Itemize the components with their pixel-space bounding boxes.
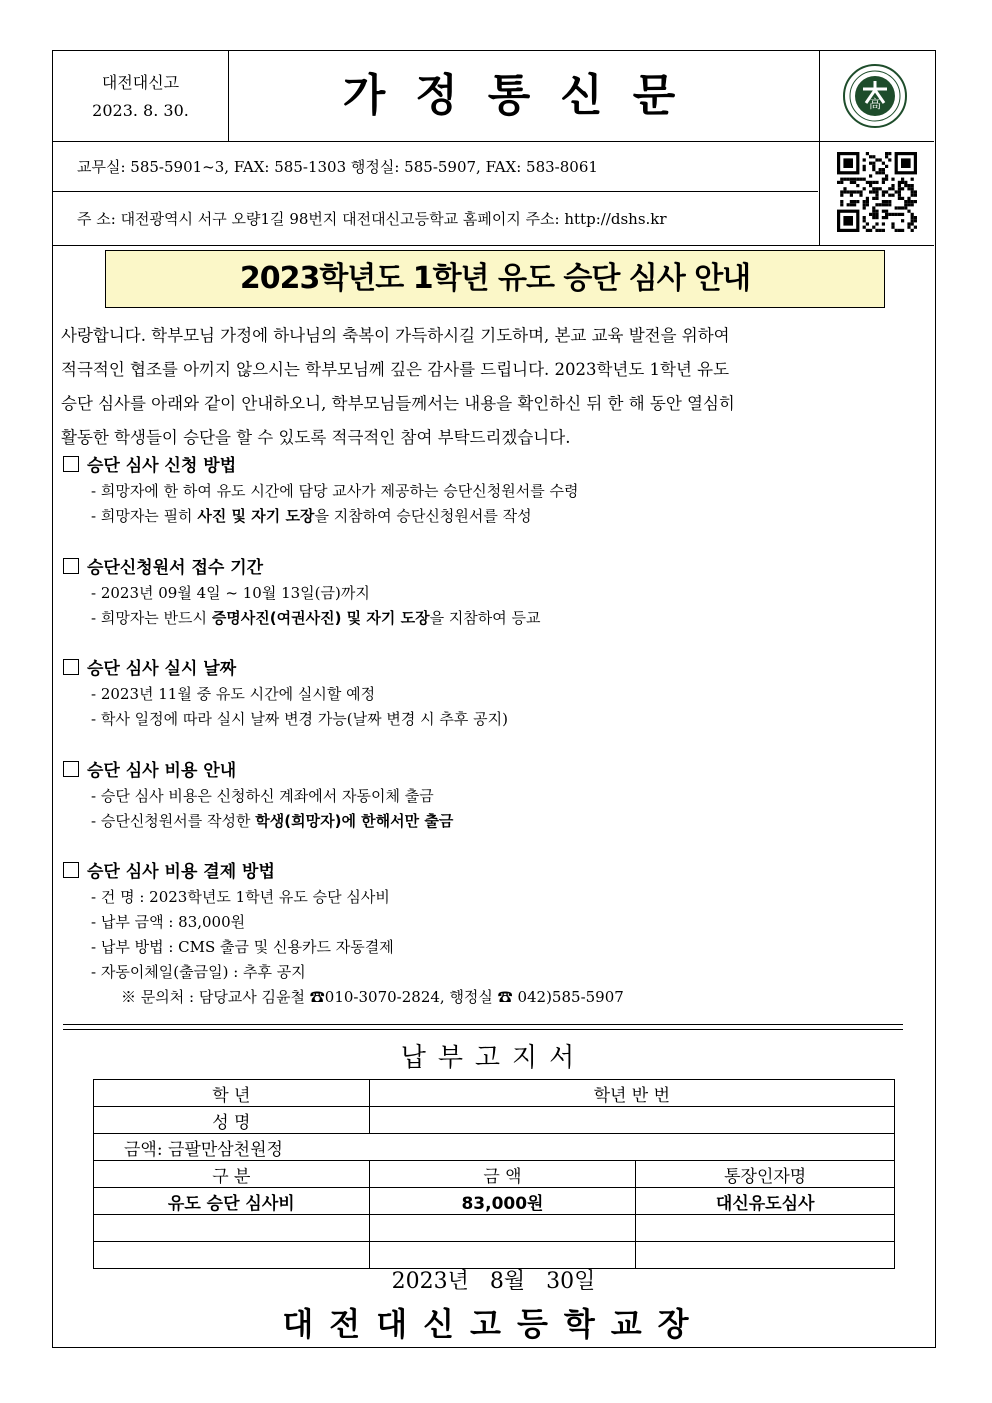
list-item: [63, 707, 923, 732]
name-label: 성 명: [94, 1107, 370, 1134]
section-title-text: 승단 심사 실시 날짜: [87, 659, 237, 679]
list-item: [63, 606, 923, 631]
section-title-text: 승단 심사 비용 결제 방법: [87, 862, 275, 882]
col-header-amount: 금 액: [369, 1161, 636, 1188]
table-row: [94, 1215, 895, 1242]
empty-cell: [94, 1242, 370, 1269]
checkbox-square-icon: [63, 659, 79, 675]
section: [63, 656, 923, 732]
list-item: [63, 682, 923, 707]
item-emphasis: 증명사진(여권사진) 및 자기 도장: [211, 609, 430, 627]
principal-signature: 대전대신고등학교장: [282, 1305, 705, 1343]
amount-text: 금액: 금팔만삼천원정: [94, 1134, 895, 1161]
checkbox-square-icon: [63, 761, 79, 777]
list-item: [63, 784, 923, 809]
item-text: - 학사 일정에 따라 실시 날짜 변경 가능(날짜 변경 시 추후 공지): [91, 710, 508, 728]
item-text: - 자동이체일(출금일) : 추후 공지: [91, 963, 306, 981]
fee-account-name: 대신유도심사: [636, 1188, 895, 1215]
item-text: - 희망자는 반드시: [91, 609, 212, 627]
checkbox-square-icon: [63, 862, 79, 878]
list-item: [63, 935, 923, 960]
receipt-title: 납부고지서: [400, 1043, 587, 1073]
empty-cell: [369, 1215, 636, 1242]
item-text: 을 지참하여 승단신청원서를 작성: [314, 507, 532, 525]
item-text: - 2023년 11월 중 유도 시간에 실시할 예정: [91, 685, 376, 703]
item-text: - 희망자에 한 하여 유도 시간에 담당 교사가 제공하는 승단신청원서를 수령: [91, 482, 579, 500]
section-title-text: 승단 심사 신청 방법: [87, 456, 237, 476]
empty-cell: [369, 1242, 636, 1269]
contact-note: ※ 문의처 : 담당교사 김윤철 ☎010-3070-2824, 행정실 ☎ 042)585-5907: [121, 988, 624, 1006]
fee-item: 유도 승단 심사비: [94, 1188, 370, 1215]
item-text: - 건 명 : 2023학년도 1학년 유도 승단 심사비: [91, 888, 390, 906]
section: [63, 758, 923, 834]
section-title-text: 승단신청원서 접수 기간: [87, 558, 264, 578]
col-header-account: 통장인자명: [636, 1161, 895, 1188]
grade-value: 학년 반 번: [369, 1080, 894, 1107]
section: [63, 453, 923, 529]
notice-banner: 2023학년도 1학년 유도 승단 심사 안내: [105, 250, 885, 308]
item-text: - 희망자는 필히: [91, 507, 198, 525]
item-text: - 납부 금액 : 83,000원: [91, 913, 246, 931]
list-item: [63, 581, 923, 606]
section: [63, 859, 923, 1010]
document-frame: [52, 50, 936, 1348]
item-text: - 납부 방법 : CMS 출금 및 신용카드 자동결제: [91, 938, 394, 956]
double-divider: [63, 1024, 903, 1030]
list-item: [63, 809, 923, 834]
list-item: [63, 504, 923, 529]
table-row: [94, 1161, 895, 1188]
contact-line: 교무실: 585-5901~3, FAX: 585-1303 행정실: 585-5907, FAX: 583-8061: [53, 142, 818, 192]
item-text: - 승단신청원서를 작성한: [91, 812, 256, 830]
table-row: [94, 1188, 895, 1215]
school-short-name: 대전대신고: [101, 73, 180, 92]
issue-date: 2023. 8. 30.: [92, 101, 189, 120]
name-value[interactable]: [369, 1107, 894, 1134]
logo-cell: [819, 51, 935, 141]
list-item: [63, 479, 923, 504]
checkbox-square-icon: [63, 456, 79, 472]
section-title: [63, 555, 923, 581]
col-header-category: 구 분: [94, 1161, 370, 1188]
qr-code-icon[interactable]: [837, 152, 917, 232]
checkbox-square-icon: [63, 558, 79, 574]
section: [63, 555, 923, 631]
section-title: [63, 859, 923, 885]
table-row: [94, 1107, 895, 1134]
item-emphasis: 사진 및 자기 도장: [197, 507, 315, 525]
list-item: [63, 910, 923, 935]
table-row: [94, 1080, 895, 1107]
issuer-block: [53, 51, 229, 141]
item-text: - 2023년 09월 4일 ~ 10월 13일(금)까지: [91, 584, 370, 602]
date-line: 2023년 8월 30일: [391, 1269, 596, 1294]
list-item: [63, 885, 923, 910]
section-title-text: 승단 심사 비용 안내: [87, 761, 237, 781]
empty-cell: [94, 1215, 370, 1242]
item-emphasis: 학생(희망자)에 한해서만 출금: [255, 812, 454, 830]
table-row: [94, 1134, 895, 1161]
section-title: [63, 656, 923, 682]
item-text: - 승단 심사 비용은 신청하신 계좌에서 자동이체 출금: [91, 787, 434, 805]
page-title: 가정통신문: [342, 70, 706, 121]
empty-cell: [636, 1215, 895, 1242]
intro-paragraph: 사랑합니다. 학부모님 가정에 하나님의 축복이 가득하시길 기도하며, 본교 교육 발전을 위하여 적극적인 협조를 아끼지 않으시는 학부모님께 깊은 감사를 드립니다. 2023학년도 1학년 유도 승단 심사를 아래와 같이 안내하오니, 학부모님들께서는 내용을 확인하신 뒤 한 해 동안 열심히 활동한 학생들이 승단을 할 수 있도록 적극적인 참여 부탁드리겠습니다.: [61, 326, 735, 447]
qr-cell: [819, 142, 935, 245]
list-item: [63, 960, 923, 985]
school-logo-icon: [842, 63, 908, 129]
item-text: 을 지참하여 등교: [429, 609, 541, 627]
address-line: 주 소: 대전광역시 서구 오량1길 98번지 대전대신고등학교 홈페이지 주소: http://dshs.kr: [77, 210, 667, 228]
table-row: [94, 1242, 895, 1269]
receipt-table: [93, 1079, 895, 1269]
fee-amount: 83,000원: [369, 1188, 636, 1215]
header-row-1: [53, 51, 934, 142]
section-title: [63, 453, 923, 479]
empty-cell: [636, 1242, 895, 1269]
header-divider: [53, 245, 934, 246]
logo-glyph: 高: [868, 97, 882, 111]
section-title: [63, 758, 923, 784]
grade-label: 학 년: [94, 1080, 370, 1107]
